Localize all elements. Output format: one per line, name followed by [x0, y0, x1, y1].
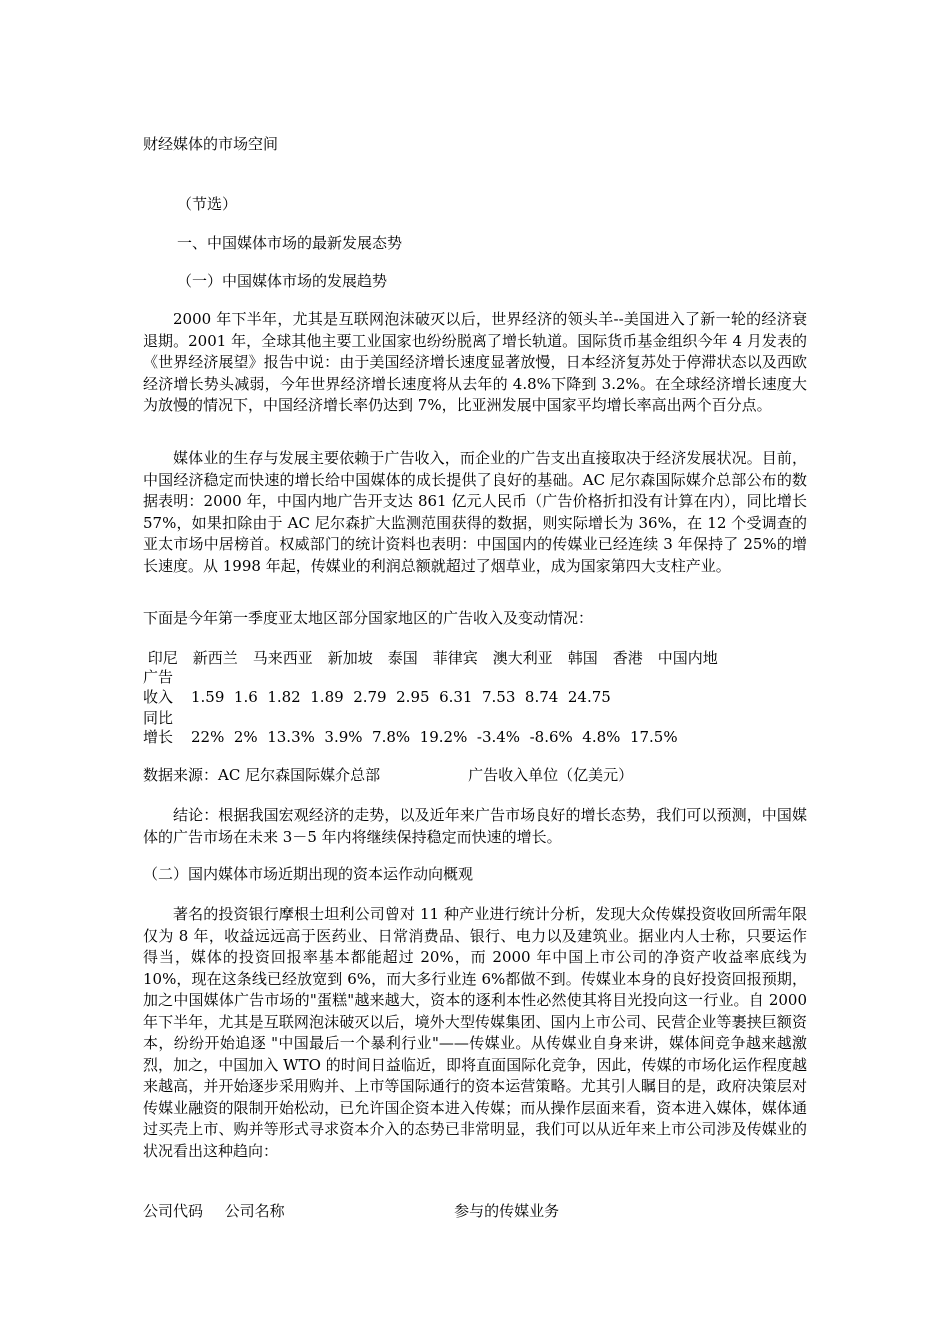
- table-row-growth-values: 22% 2% 13.3% 3.9% 7.8% 19.2% -3.4% -8.6% 4.8% 17.5%: [191, 728, 678, 746]
- subsection-heading-1: （一）中国媒体市场的发展趋势: [177, 272, 388, 290]
- paragraph-economy: 2000 年下半年，尤其是互联网泡沫破灭以后，世界经济的领头羊--美国进入了新一轮的经济衰退期。2001 年，全球其他主要工业国家也纷纷脱离了增长轨道。国际货币基金组织今年 4 月发表的《世界经济展望》报告中说：由于美国经济增长速度显著放慢，日本经济复苏处于停滞状态以及西欧经济增长势头减弱，今年世界经济增长速度将从去年的 4.8%下降到 3.2%。在全球经济增长速度大为放慢的情况下，中国经济增长率仍达到 7%，比亚洲发展中国家平均增长率高出两个百分点。: [143, 310, 807, 414]
- data-source-line: [143, 765, 633, 785]
- subsection-heading-2: （二）国内媒体市场近期出现的资本运作动向概观: [143, 865, 474, 883]
- paragraph-capital-trends: 著名的投资银行摩根士坦利公司曾对 11 种产业进行统计分析，发现大众传媒投资收回所需年限仅为 8 年，收益远远高于医药业、日常消费品、银行、电力以及建筑业。据业内人士称，只要运作得当，媒体的投资回报率基本都能超过 20%，而 2000 年中国上市公司的净资产收益率底线为 10%，现在这条线已经放宽到 6%，而大多行业连 6%都做不到。传媒业本身的良好投资回报预期，加之中国媒体广告市场的"蛋糕"越来越大，资本的逐利本性必然使其将目光投向这一行业。自 2000 年下半年，尤其是互联网泡沫破灭以后，境外大型传媒集团、国内上市公司、民营企业等裹挟巨额资本，纷纷开始追逐 "中国最后一个暴利行业"——传媒业。从传媒业自身来讲，媒体间竞争越来越激烈，加之，中国加入 WTO 的时间日益临近，即将直面国际化竞争，因此，传媒的市场化运作程度越来越高，并开始逐步采用购并、上市等国际通行的资本运营策略。尤其引人瞩目的是，政府决策层对传媒业融资的限制开始松动，已允许国企资本进入传媒；而从操作层面来看，资本进入媒体，媒体通过买壳上市、购并等形式寻求资本介入的态势已非常明显，我们可以从近年来上市公司涉及传媒业的状况看出这种趋向：: [143, 905, 807, 1160]
- table-row-revenue-values: 1.59 1.6 1.82 1.89 2.79 2.95 6.31 7.53 8.74 24.75: [191, 688, 611, 706]
- table-row-label-revenue-b: 收入: [143, 688, 174, 706]
- table-row-label-growth-a: 同比: [143, 709, 174, 727]
- col-company-code: 公司代码: [143, 1202, 204, 1220]
- table-row-label-growth-b: 增长: [143, 728, 174, 746]
- section-heading-1: 一、中国媒体市场的最新发展态势: [177, 234, 403, 252]
- data-source: 数据来源：AC 尼尔森国际媒介总部: [143, 766, 381, 784]
- table-row-label-revenue-a: 广告: [143, 668, 174, 686]
- unit-note: 广告收入单位（亿美元）: [468, 766, 634, 784]
- col-company-name: 公司名称: [224, 1202, 285, 1220]
- document-title: 财经媒体的市场空间: [143, 135, 279, 153]
- company-table-header: [143, 1201, 559, 1221]
- paragraph-media-industry: 媒体业的生存与发展主要依赖于广告收入，而企业的广告支出直接取决于经济发展状况。目前，中国经济稳定而快速的增长给中国媒体的成长提供了良好的基础。AC 尼尔森国际媒介总部公布的数据表明：2000 年，中国内地广告开支达 861 亿元人民币（广告价格折扣没有计算在内），同比增长 57%，如果扣除由于 AC 尼尔森扩大监测范围获得的数据，则实际增长为 36%，在 12 个受调查的亚太市场中居榜首。权威部门的统计资料也表明：中国国内的传媒业已经连续 3 年保持了 25%的增长速度。从 1998 年起，传媒业的利润总额就超过了烟草业，成为国家第四大支柱产业。: [143, 449, 807, 575]
- table-header-row: 印尼 新西兰 马来西亚 新加坡 泰国 菲律宾 澳大利亚 韩国 香港 中国内地: [143, 649, 718, 667]
- col-media-business: 参与的传媒业务: [454, 1202, 560, 1220]
- table-intro: 下面是今年第一季度亚太地区部分国家地区的广告收入及变动情况：: [143, 609, 594, 627]
- excerpt-note: （节选）: [177, 195, 238, 213]
- paragraph-conclusion: 结论：根据我国宏观经济的走势，以及近年来广告市场良好的增长态势，我们可以预测，中国媒体的广告市场在未来 3－5 年内将继续保持稳定而快速的增长。: [143, 806, 807, 846]
